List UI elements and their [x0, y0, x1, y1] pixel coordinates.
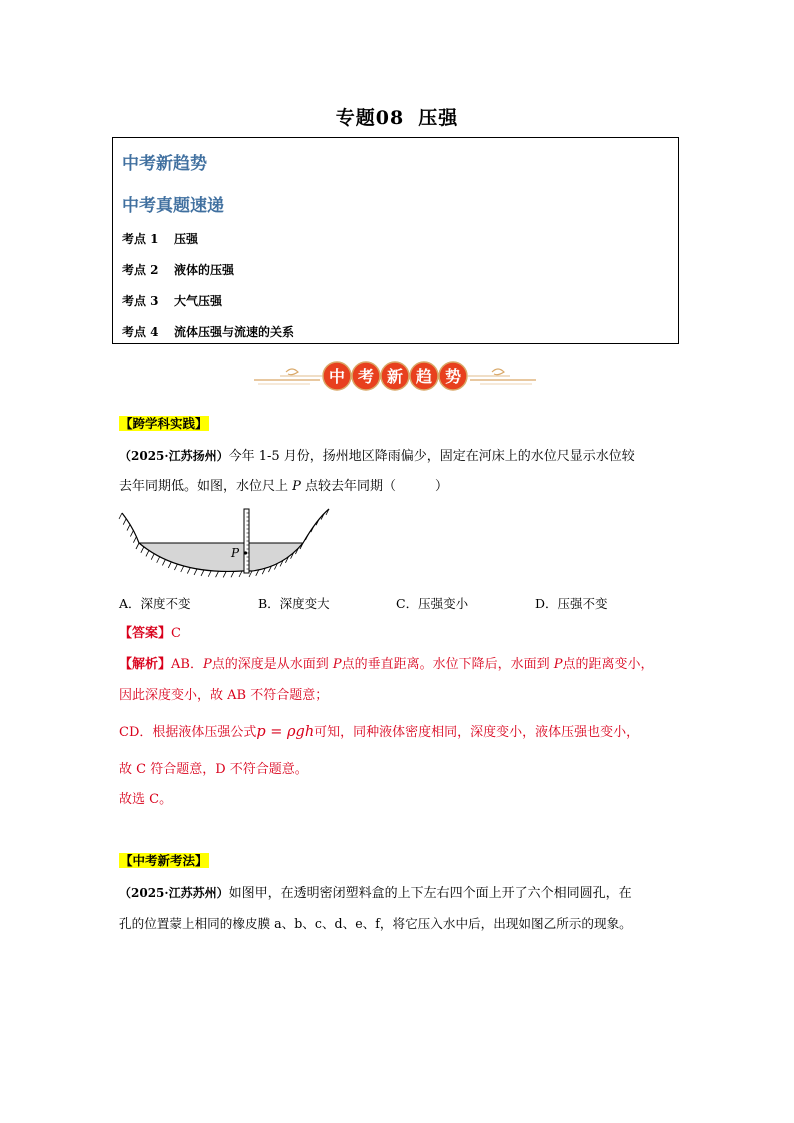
toc-item-num: 考点 1 — [122, 232, 159, 246]
hatch-stroke — [201, 570, 204, 576]
hatch-stroke — [223, 571, 226, 577]
hatch-stroke — [130, 531, 133, 537]
hatch-stroke — [194, 569, 197, 575]
toc-heading-trend[interactable]: 中考新趋势 — [122, 154, 207, 174]
q1-text-1: 今年 1-5 月份，扬州地区降雨偏少，固定在河床上的水位尺显示水位较 — [228, 449, 635, 464]
hatch-stroke — [119, 513, 122, 519]
q2-tag: 【中考新考法】 — [120, 853, 208, 868]
hatch-stroke — [127, 525, 130, 531]
hatch-stroke — [216, 571, 219, 577]
q2-text-1: 如图甲，在透明密闭塑料盒的上下左右四个面上开了六个相同圆孔，在 — [228, 886, 632, 901]
water-body — [139, 543, 303, 571]
q1-analysis-line-4: 故 C 符合题意，D 不符合题意。 — [119, 762, 308, 777]
q1-analysis-line-1 — [119, 655, 654, 675]
hatch-stroke — [157, 557, 160, 563]
hatch-stroke — [133, 537, 136, 543]
hatch-stroke — [162, 559, 165, 565]
analysis-tag: 【解析】 — [119, 657, 172, 672]
section-banner — [250, 358, 540, 394]
analysis-1b: 点的深度是从水面到 — [211, 657, 333, 672]
q1-answer-line — [119, 624, 181, 644]
toc-item-num: 考点 3 — [122, 294, 159, 308]
toc-item-label: 压强 — [174, 232, 199, 246]
q1-source: （2025·江苏扬州） — [119, 449, 229, 463]
analysis-point-3: P — [553, 657, 563, 672]
banner-char: 考 — [357, 367, 375, 386]
toc-item-label: 液体的压强 — [174, 263, 235, 277]
toc-item-label: 流体压强与流速的关系 — [174, 325, 295, 339]
hatch-stroke — [181, 566, 184, 572]
q1-option-a[interactable]: A．深度不变 — [119, 596, 191, 611]
q1-option-d[interactable]: D．压强不变 — [535, 596, 608, 611]
q2-source: （2025·江苏苏州） — [119, 886, 229, 900]
banner-char: 中 — [328, 367, 346, 386]
title-sub: 压强 — [418, 107, 459, 129]
hatch-stroke — [146, 550, 149, 556]
toc-item-4[interactable] — [122, 323, 294, 340]
hatch-stroke — [239, 571, 242, 577]
toc-item-3[interactable] — [122, 292, 222, 309]
answer-value: C — [171, 626, 181, 641]
q1-stem-line-2 — [119, 477, 448, 497]
analysis-1a: AB． — [171, 657, 203, 672]
q1-tag-line — [119, 414, 209, 435]
hatch-stroke — [174, 564, 177, 570]
hatch-stroke — [136, 543, 139, 549]
q1-option-b[interactable]: B．深度变大 — [258, 596, 330, 611]
toc-heading-real[interactable]: 中考真题速递 — [122, 196, 224, 216]
analysis-point-1: P — [202, 657, 212, 672]
analysis-3a: CD．根据液体压强公式 — [119, 725, 257, 740]
q1-text-2b: 点较去年同期（ ） — [300, 479, 449, 494]
title-main: 专题08 — [335, 107, 405, 129]
hatch-stroke — [231, 571, 234, 577]
analysis-point-2: P — [332, 657, 342, 672]
q1-analysis-line-2: 因此深度变小，故 AB 不符合题意； — [119, 688, 329, 703]
banner-ornament-left — [254, 369, 322, 384]
page-title — [0, 103, 794, 130]
answer-tag: 【答案】 — [119, 626, 172, 641]
q1-tag: 【跨学科实践】 — [120, 416, 208, 431]
banner-char: 趋 — [415, 367, 433, 386]
banner-char: 势 — [444, 367, 462, 386]
q1-riverbed-figure — [117, 505, 335, 587]
q1-analysis-line-3 — [119, 722, 639, 743]
pressure-formula: p = ρgh — [256, 724, 315, 740]
analysis-3b: 可知，同种液体密度相同，深度变小，液体压强也变小， — [314, 725, 640, 740]
toc-item-1[interactable] — [122, 230, 198, 247]
hatch-stroke — [151, 554, 154, 560]
banner-ornament-right — [468, 369, 536, 384]
toc-box — [112, 137, 679, 344]
analysis-1c: 点的垂直距离。水位下降后，水面到 — [341, 657, 554, 672]
q2-tag-line — [119, 851, 209, 872]
analysis-1d: 点的距离变小， — [562, 657, 654, 672]
hatch-stroke — [141, 547, 144, 553]
hatch-stroke — [168, 562, 171, 568]
hatch-stroke — [123, 519, 126, 525]
q2-stem-line-2: 孔的位置蒙上相同的橡皮膜 a、b、c、d、e、f，将它压入水中后，出现如图乙所示的现象。 — [119, 916, 632, 931]
point-p-label: P — [231, 546, 240, 560]
point-p-dot — [244, 551, 247, 554]
banner-char: 新 — [386, 367, 404, 386]
toc-item-num: 考点 2 — [122, 263, 159, 277]
q1-conclusion: 故选 C。 — [119, 792, 173, 807]
q1-point-p: P — [292, 479, 301, 494]
q2-stem-line-1 — [119, 883, 632, 904]
q1-stem-line-1 — [119, 446, 635, 467]
toc-item-label: 大气压强 — [174, 294, 223, 308]
hatch-stroke — [208, 571, 211, 577]
q1-text-2a: 去年同期低。如图，水位尺上 — [119, 479, 293, 494]
q1-option-c[interactable]: C．压强变小 — [396, 596, 469, 611]
toc-item-2[interactable] — [122, 261, 234, 278]
toc-item-num: 考点 4 — [122, 325, 159, 339]
hatch-stroke — [187, 568, 190, 574]
